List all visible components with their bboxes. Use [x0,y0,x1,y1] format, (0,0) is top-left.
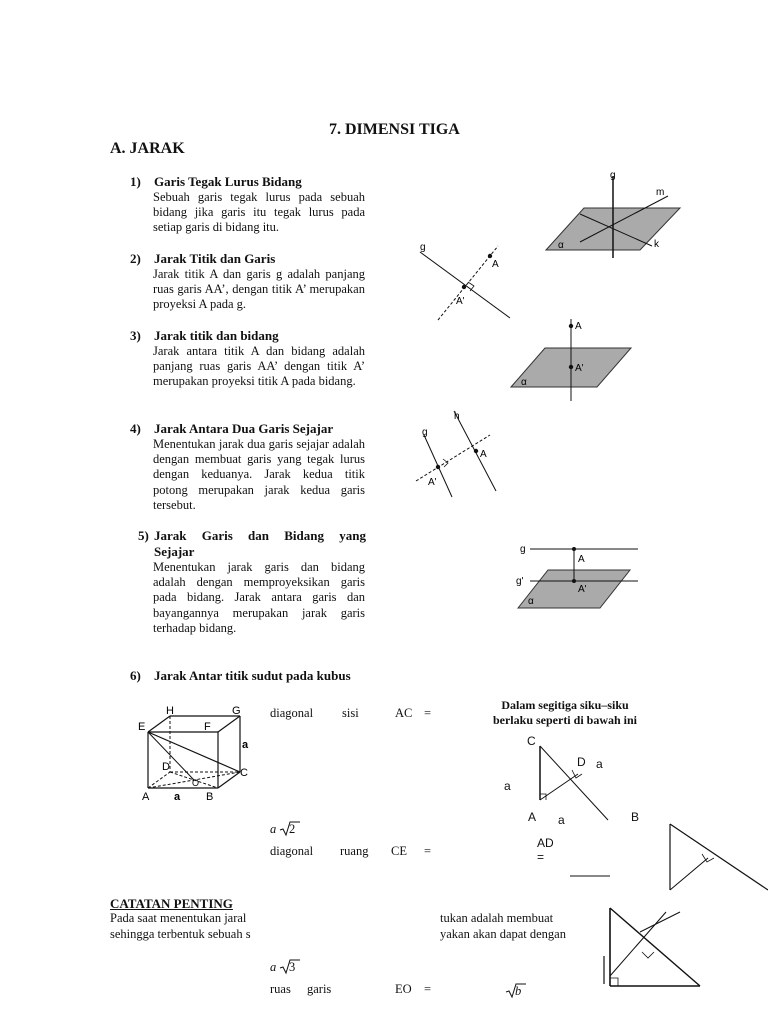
section-heading: A. JARAK [110,140,185,157]
f1-label-k: k [654,239,659,250]
triangle-heading [450,698,680,728]
tri1-label-d: D [577,755,586,769]
f2-label-a: A [492,259,499,270]
catatan-line1-left: Pada saat menentukan jaral [110,911,247,925]
catatan-line2-left: sehingga terbentuk sebuah s [110,927,251,941]
tri1-label-a-base: a [558,813,565,827]
item-5-title-line1: Jarak Garis dan Bidang yang [154,528,366,543]
formula1-equals: = [424,706,432,720]
cube-label-d: D [162,761,170,773]
f3-label-alpha: α [521,377,527,388]
formula2-lhs: CE [391,844,407,858]
f1-label-alpha: α [558,240,564,251]
formula2-equals: = [424,844,432,858]
formula2-word-ruang: ruang [340,844,369,858]
catatan-line1-right: tukan adalah membuat [440,911,554,925]
f5-label-alpha: α [528,596,534,607]
f5-label-a: A [578,554,585,565]
cube-label-o: O [192,778,200,788]
item-3-title: Jarak titik dan bidang [154,328,279,343]
item-4-number: 4) [130,421,141,436]
cube-label-b: B [206,791,214,803]
formula3-lhs: EO [395,982,412,996]
formula2-value-root: 3 [289,960,296,974]
f1-label-g: g [610,170,616,181]
cube-label-edge-side: a [242,739,249,751]
item-4-body: Menentukan jarak dua garis sejajar adalah dengan membuat garis yang tegak lurus dengan keduanya. Jarak kedua titik potong merupakan jarak kedua garis tersebut. [153,437,365,512]
cube-label-a: A [142,791,150,803]
formula3-word-garis: garis [307,982,332,996]
formula3-word-ruas: ruas [270,982,291,996]
figure-right-triangle-1 [500,732,640,832]
formula1-word-sisi: sisi [342,706,359,720]
item-5-title-line2: Sejajar [154,544,195,559]
page-title: 7. DIMENSI TIGA [329,121,460,138]
cube-label-g: G [232,705,241,717]
f5-label-a-prime: A' [578,584,587,595]
item-6-number: 6) [130,668,141,683]
formula2-value-a: a [270,960,277,974]
item-3-body: Jarak antara titik A dan bidang adalah panjang ruas garis AA’ dengan titik A’ merupakan proyeksi titik A pada bidang. [153,344,365,389]
item-2-body: Jarak titik A dan garis g adalah panjang ruas garis AA’, dengan titik A’ merupakan proyeksi A pada g. [153,267,365,312]
item-6-title: Jarak Antar titik sudut pada kubus [154,668,351,683]
catatan-title: CATATAN PENTING [110,896,233,911]
f4-label-a: A [480,449,487,460]
f3-label-a-prime: A' [575,363,584,374]
triangle-heading-line2: berlaku seperti di bawah ini [492,713,638,727]
cube-label-c: C [240,767,248,779]
f5-label-g-prime: g' [516,576,524,587]
figure-parallel-lines [410,405,520,500]
triangle-heading-line1: Dalam segitiga siku–siku [501,698,629,712]
f2-label-g: g [420,242,426,253]
formula1-lhs: AC [395,706,413,720]
figure-cube [132,700,258,808]
f3-label-a: A [575,321,582,332]
formula3-root-b: b [515,984,522,998]
cube-label-h: H [166,705,174,717]
figure-point-line [410,240,520,325]
figure-perpendicular-plane [540,168,690,268]
item-3-number: 3) [130,328,141,343]
item-1-title: Garis Tegak Lurus Bidang [154,174,302,189]
formula2-word-diagonal: diagonal [270,844,314,858]
item-2-title: Jarak Titik dan Garis [154,251,276,266]
formula1-value-root: 2 [289,822,296,836]
figure-line-plane [512,538,642,613]
cube-label-edge-bottom: a [174,791,181,803]
cube-label-e: E [138,721,146,733]
tri1-label-a-side: a [504,779,511,793]
tri1-label-a: A [528,810,537,824]
item-2-number: 2) [130,251,141,266]
tri1-label-c: C [527,734,536,748]
f1-label-m: m [656,187,665,198]
cube-label-f: F [204,721,211,733]
item-5-body: Menentukan jarak garis dan bidang adalah dengan memproyeksikan garis pada bidang. Jarak antara garis dan bayangannya merupakan jarak garis terhadap bidang. [153,560,365,635]
f2-label-a-prime: A' [456,296,465,307]
item-1-body: Sebuah garis tegak lurus pada sebuah bidang jika garis itu tegak lurus pada setiap garis di bidang itu. [153,190,365,235]
f4-label-h: h [454,411,460,422]
tri1-label-a-d: a [596,757,603,771]
formula3-equals: = [424,982,432,996]
figure-point-plane [505,315,635,405]
catatan-line2-right: yakan akan dapat dengan [440,927,566,941]
tri1-label-b: B [631,810,640,824]
formula1-word-diagonal: diagonal [270,706,314,720]
formula1-value-a: a [270,822,277,836]
figure-overlap-fragments [570,872,710,988]
triangle-ad-label: AD [537,836,554,850]
triangle-ad-equals: = [537,850,545,864]
item-4-title: Jarak Antara Dua Garis Sejajar [154,421,334,436]
item-1-number: 1) [130,174,141,189]
f4-label-a-prime: A' [428,477,437,488]
item-5-number: 5) [138,528,149,543]
f4-label-g: g [422,427,428,438]
f5-label-g: g [520,544,526,555]
